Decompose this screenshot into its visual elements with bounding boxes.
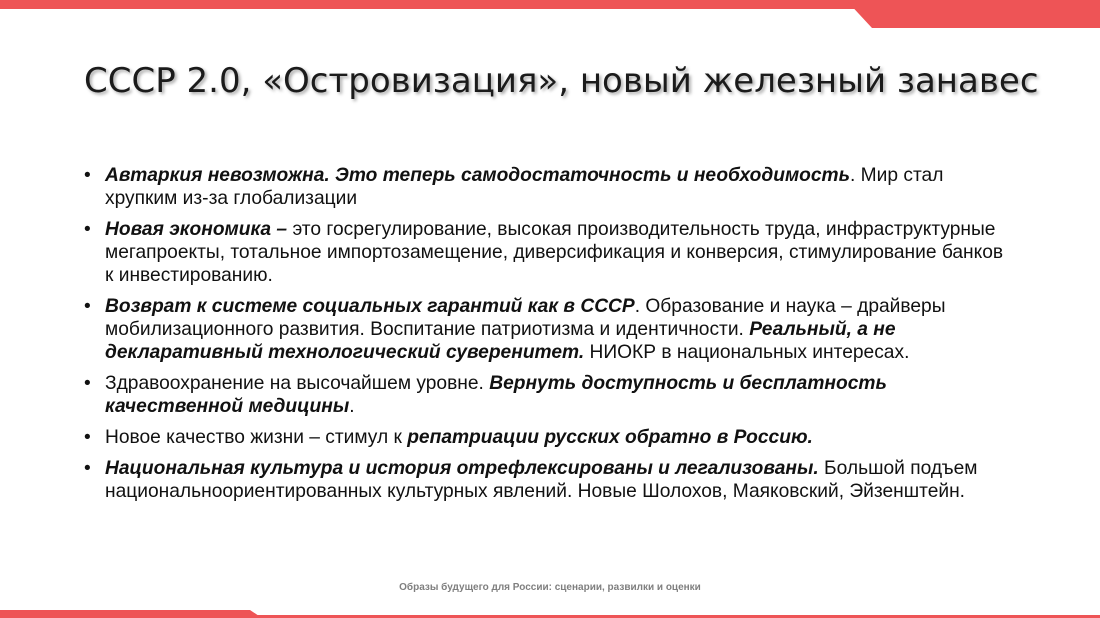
- top-accent-tab: [846, 0, 1100, 28]
- bullet-emphasis-text: Новая экономика –: [105, 219, 288, 240]
- bullet-text: НИОКР в национальных интересах.: [584, 342, 910, 363]
- bullet-item: [84, 218, 1014, 287]
- bullet-marker: •: [84, 219, 91, 240]
- bullet-emphasis-text: Возврат к системе социальных гарантий как в СССР: [105, 296, 635, 317]
- bullet-emphasis-text: Национальная культура и история отрефлексированы и легализованы.: [105, 458, 819, 479]
- bullet-emphasis-text: репатриации русских обратно в Россию.: [407, 427, 813, 448]
- bullet-item: [84, 457, 1014, 503]
- bullet-emphasis-text: Автаркия невозможна. Это теперь самодостаточность и необходимость: [105, 165, 850, 186]
- bullet-text: Большой подъем национальноориентированных культурных явлений. Новые Шолохов, Маяковский, Эйзенштейн.: [105, 458, 978, 502]
- bullet-marker: •: [84, 165, 91, 186]
- top-accent-band: [0, 0, 1100, 30]
- bullet-marker: •: [84, 296, 91, 317]
- bullet-emphasis-text: Реальный, а не декларативный технологический суверенитет.: [105, 319, 896, 363]
- bullet-text: .: [349, 396, 355, 417]
- bullet-text: Новое качество жизни – стимул к: [105, 427, 408, 448]
- bullet-item: [84, 164, 1014, 210]
- slide-title: СССР 2.0, «Островизация», новый железный занавес: [84, 61, 1039, 101]
- bullet-marker: •: [84, 458, 91, 479]
- bullet-item: [84, 426, 1014, 449]
- slide-footer: Образы будущего для России: сценарии, развилки и оценки: [399, 582, 701, 593]
- bullet-emphasis-text: Вернуть доступность и бесплатность качественной медицины: [105, 373, 887, 417]
- bullet-marker: •: [84, 373, 91, 394]
- bullet-marker: •: [84, 427, 91, 448]
- bottom-accent-band: [0, 606, 1100, 618]
- bullet-text: . Мир стал хрупким из-за глобализации: [105, 165, 944, 209]
- bullet-list: [84, 164, 1014, 511]
- bullet-text: это госрегулирование, высокая производительность труда, инфраструктурные мегапроекты, тотальное импортозамещение, диверсификация и конверсия, стимулирование банков к инвестированию.: [105, 219, 1004, 286]
- bullet-item: [84, 295, 1014, 364]
- bullet-item: [84, 372, 1014, 418]
- bullet-text: . Образование и наука – драйверы мобилизационного развития. Воспитание патриотизма и идентичности.: [105, 296, 946, 340]
- bullet-text: Здравоохранение на высочайшем уровне.: [105, 373, 490, 394]
